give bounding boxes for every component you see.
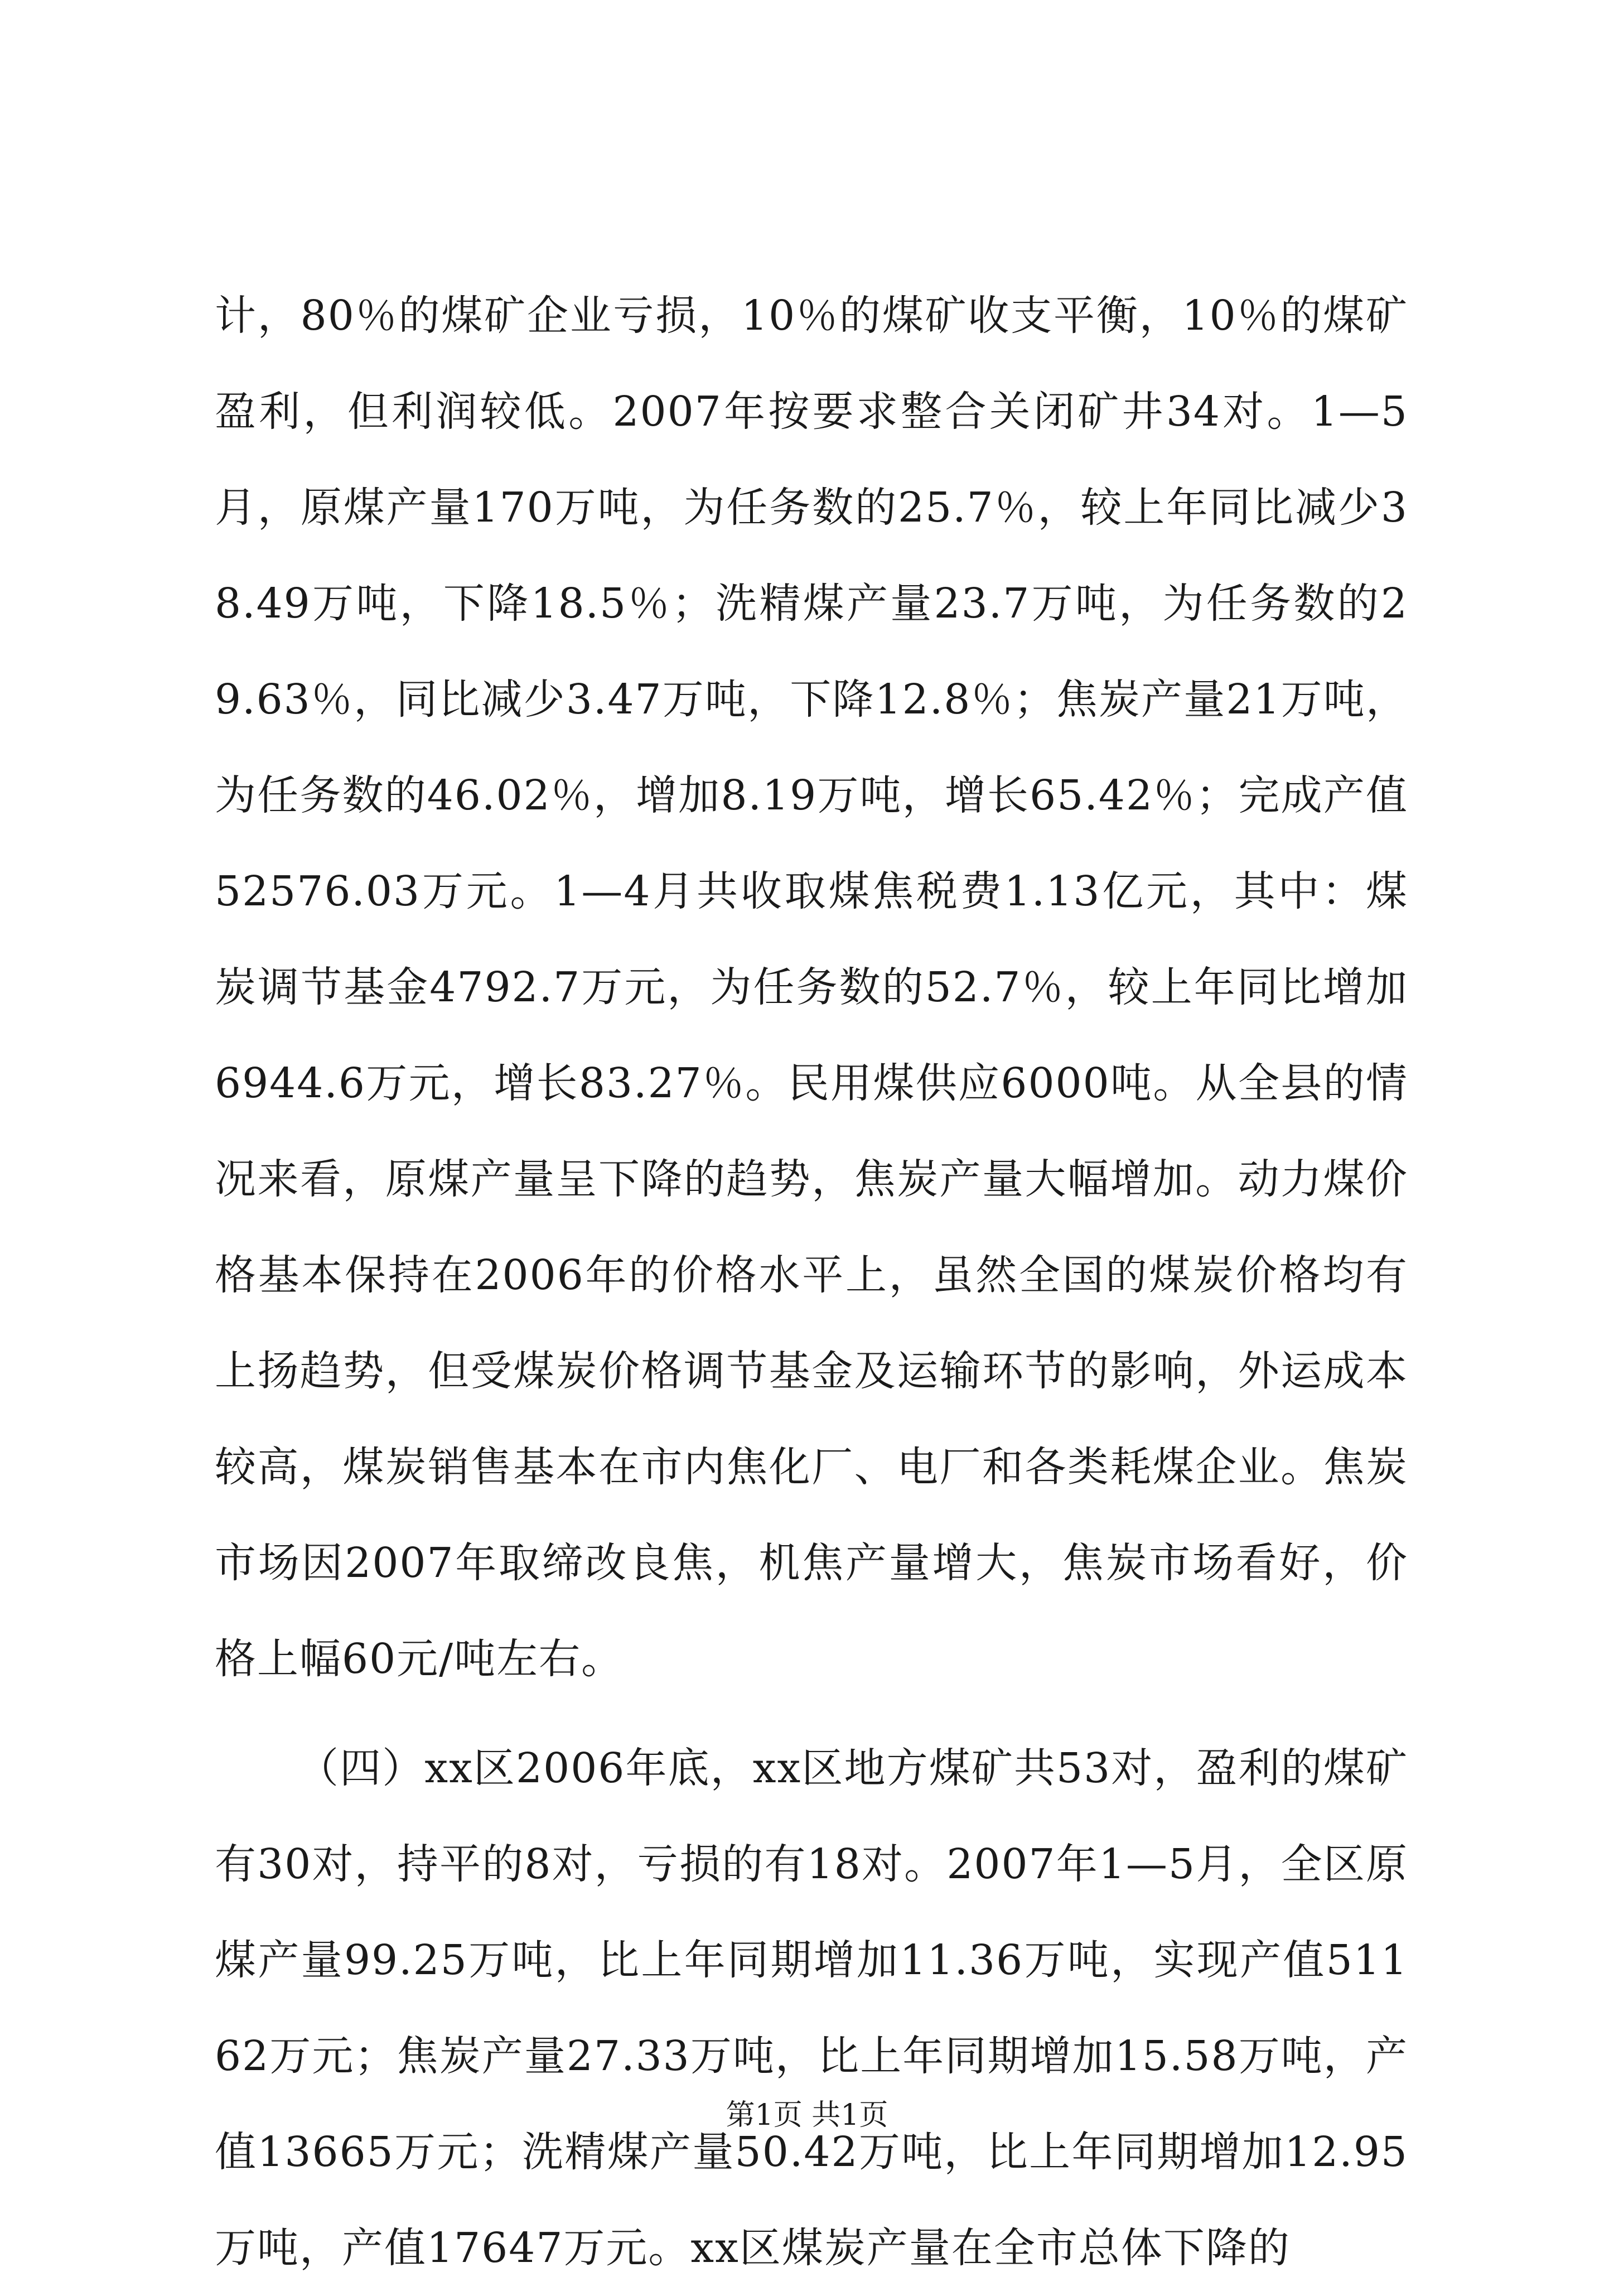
paragraph-section-four: （四）xx区2006年底，xx区地方煤矿共53对，盈利的煤矿有30对，持平的8对，亏损的有18对。2007年1—5月，全区原煤产量99.25万吨，比上年同期增加11.36万吨，实现产值51162万元；焦炭产量27.33万吨，比上年同期增加15.58万吨，产值13665万元；洗精煤产量50.42万吨，比上年同期增加12.95万吨，产值17647万元。xx区煤炭产量在全市总体下降的 [215,1744,1408,2272]
document-body [215,268,1408,2296]
page-footer: 第1页 共1页 [726,2099,888,2132]
paragraph-continued: 计，80％的煤矿企业亏损，10％的煤矿收支平衡，10％的煤矿盈利，但利润较低。2007年按要求整合关闭矿井34对。1—5月，原煤产量170万吨，为任务数的25.7％，较上年同比减少38.49万吨，下降18.5％；洗精煤产量23.7万吨，为任务数的29.63％，同比减少3.47万吨，下降12.8％；焦炭产量21万吨，为任务数的46.02％，增加8.19万吨，增长65.42％；完成产值52576.03万元。1—4月共收取煤焦税费1.13亿元，其中：煤炭调节基金4792.7万元，为任务数的52.7％，较上年同比增加6944.6万元，增长83.27％。民用煤供应6000吨。从全县的情况来看，原煤产量呈下降的趋势，焦炭产量大幅增加。动力煤价格基本保持在2006年的价格水平上，虽然全国的煤炭价格均有上扬趋势，但受煤炭价格调节基金及运输环节的影响，外运成本较高，煤炭销售基本在市内焦化厂、电厂和各类耗煤企业。焦炭市场因2007年取缔改良焦，机焦产量增大，焦炭市场看好，价格上幅60元/吨左右。 [215,292,1408,1683]
